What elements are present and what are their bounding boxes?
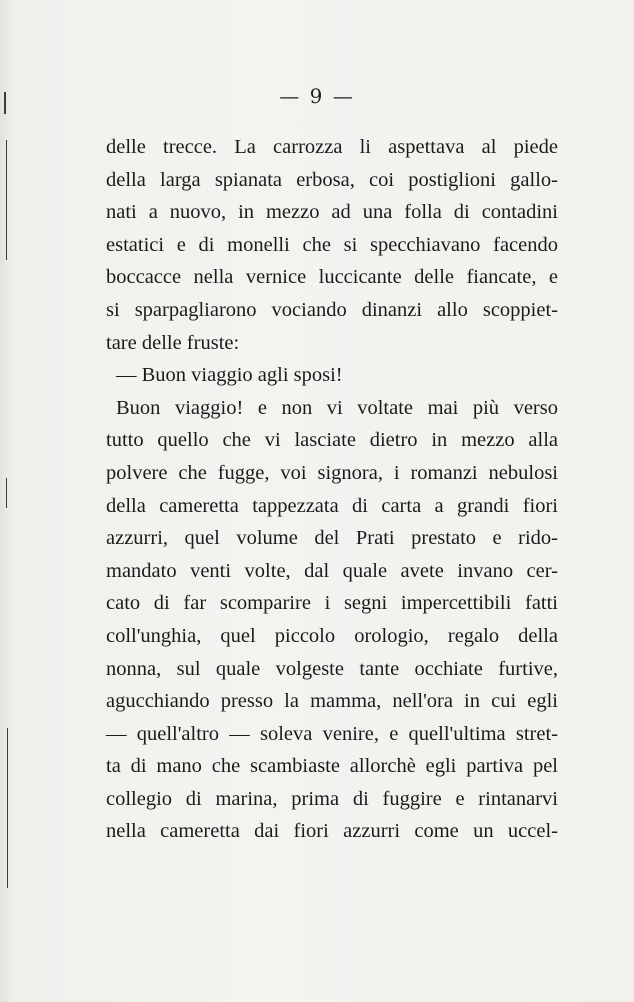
text-line: azzurri, quel volume del Prati prestato e rido- (106, 527, 558, 550)
text-line: ta di mano che scambiaste allorchè egli partiva pel (106, 755, 558, 778)
page-number-header: — 9 — (279, 84, 355, 108)
text-line: — quell'altro — soleva venire, e quell'ultima stret- (106, 722, 558, 745)
text-line: nati a nuovo, in mezzo ad una folla di contadini (106, 201, 558, 224)
binding-edge-mark (6, 478, 7, 508)
text-line: coll'unghia, quel piccolo orologio, regalo della (106, 624, 558, 647)
binding-edge-mark (6, 140, 7, 260)
text-line: tare delle fruste: (106, 331, 240, 354)
text-line: collegio di marina, prima di fuggire e rintanarvi (106, 787, 558, 810)
text-line: agucchiando presso la mamma, nell'ora in cui egli (106, 690, 558, 713)
body-text (106, 131, 558, 848)
text-line: nonna, sul quale volgeste tante occhiate furtive, (106, 657, 558, 680)
text-line: polvere che fugge, voi signora, i romanzi nebulosi (106, 461, 558, 484)
text-line: cato di far scomparire i segni impercettibili fatti (106, 592, 558, 615)
text-line: mandato venti volte, dal quale avete invano cer- (106, 559, 558, 582)
text-line: si sparpagliarono vociando dinanzi allo scoppiet- (106, 298, 558, 321)
paragraph-start-line: Buon viaggio! e non vi voltate mai più verso (116, 396, 558, 419)
text-line: della cameretta tappezzata di carta a grandi fiori (106, 494, 558, 517)
text-line: nella cameretta dai fiori azzurri come un uccel- (106, 820, 558, 843)
text-line: estatici e di monelli che si specchiavano facendo (106, 233, 558, 256)
binding-edge-mark (7, 728, 8, 888)
text-line: boccacce nella vernice luccicante delle fiancate, e (106, 266, 558, 289)
text-line: della larga spianata erbosa, coi postiglioni gallo- (106, 168, 558, 191)
text-line: tutto quello che vi lasciate dietro in mezzo alla (106, 429, 558, 452)
dialogue-line: — Buon viaggio agli sposi! (116, 364, 343, 387)
text-line: delle trecce. La carrozza li aspettava al piede (106, 136, 558, 158)
